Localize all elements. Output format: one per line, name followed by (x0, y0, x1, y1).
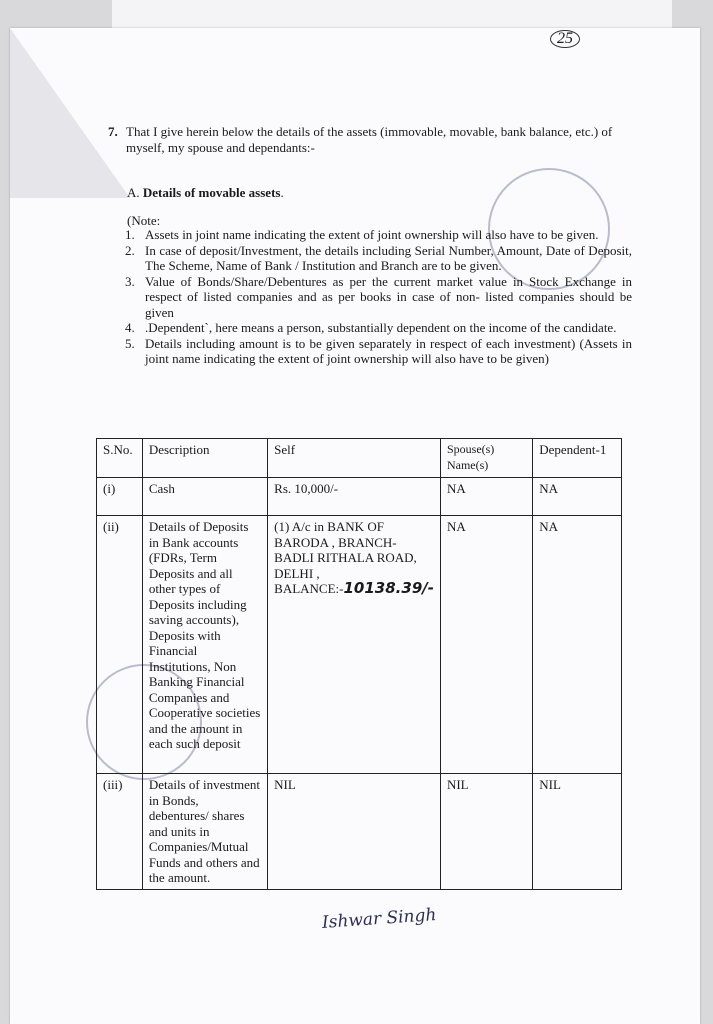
handwritten-signature: Ishwar Singh (321, 905, 437, 933)
cell-sno: (ii) (97, 516, 143, 774)
section-heading (127, 185, 284, 201)
paragraph-text: That I give herein below the details of the assets (immovable, movable, bank balance, etc.) of myself, my spouse and dependants:- (126, 124, 613, 155)
bank-account-details: (1) A/c in BANK OF BARODA , BRANCH- BADLI RITHALA ROAD, DELHI , (274, 519, 417, 581)
cell-dependent: NA (533, 516, 622, 774)
cell-dependent: NIL (533, 774, 622, 890)
note-text: Value of Bonds/Share/Debentures as per the current market value in Stock Exchange in respect of listed companies and as per books in case of non- listed companies should be given (145, 273, 632, 320)
cell-sno: (iii) (97, 774, 143, 890)
section-letter: A. (127, 185, 140, 200)
note-number: 5. (125, 335, 135, 351)
table-row (97, 774, 622, 890)
cell-sno: (i) (97, 478, 143, 516)
handwritten-balance: 10138.39/- (343, 579, 434, 597)
section-title: Details of movable assets (142, 185, 281, 200)
notes-list (117, 227, 632, 367)
note-number: 2. (125, 242, 135, 258)
table-row (97, 516, 622, 774)
note-item (117, 336, 632, 367)
paragraph-number: 7. (108, 124, 118, 139)
cell-dependent: NA (533, 478, 622, 516)
cell-spouse: NA (440, 516, 532, 774)
cell-self (268, 516, 441, 774)
header-spouse: Spouse(s) Name(s) (440, 439, 532, 478)
cell-self: Rs. 10,000/- (268, 478, 441, 516)
note-item (117, 274, 632, 321)
header-self: Self (268, 439, 441, 478)
cell-description: Details of investment in Bonds, debentures/ shares and units in Companies/Mutual Funds and others and the amount. (142, 774, 267, 890)
note-open: (Note: (127, 213, 161, 228)
cell-spouse: NA (440, 478, 532, 516)
movable-assets-table (96, 438, 622, 890)
note-text: Assets in joint name indicating the extent of joint ownership will also have to be given. (145, 227, 599, 242)
note-text: .Dependent`, here means a person, substantially dependent on the income of the candidate. (145, 320, 617, 335)
document-page (10, 28, 700, 1024)
cell-description: Cash (142, 478, 267, 516)
cell-self: NIL (268, 774, 441, 890)
page-number: 25 (550, 30, 580, 48)
note-number: 1. (125, 227, 135, 242)
header-sno: S.No. (97, 439, 143, 478)
header-dependent: Dependent-1 (533, 439, 622, 478)
note-text: Details including amount is to be given separately in respect of each investment) (Assets in joint name indicating the extent of joint ownership will also have to be given) (145, 335, 632, 366)
note-item (117, 320, 632, 336)
paragraph-7 (108, 124, 631, 155)
note-item (117, 227, 632, 243)
note-text: In case of deposit/Investment, the details including Serial Number, Amount, Date of Deposit, The Scheme, Name of Bank / Institution and Branch are to be given. (145, 242, 632, 273)
cell-description: Details of Deposits in Bank accounts (FDRs, Term Deposits and all other types of Deposits including saving accounts), Deposits with Financial Institutions, Non Banking Financial Companies and Cooperative societies and the amount in each such deposit (142, 516, 267, 774)
section-period: . (280, 185, 284, 200)
header-description: Description (142, 439, 267, 478)
balance-label: BALANCE:- (274, 581, 344, 596)
note-item (117, 243, 632, 274)
table-header-row (97, 439, 622, 478)
note-number: 4. (125, 320, 135, 335)
folded-corner (10, 28, 130, 198)
cell-spouse: NIL (440, 774, 532, 890)
note-number: 3. (125, 273, 135, 289)
table-row (97, 478, 622, 516)
